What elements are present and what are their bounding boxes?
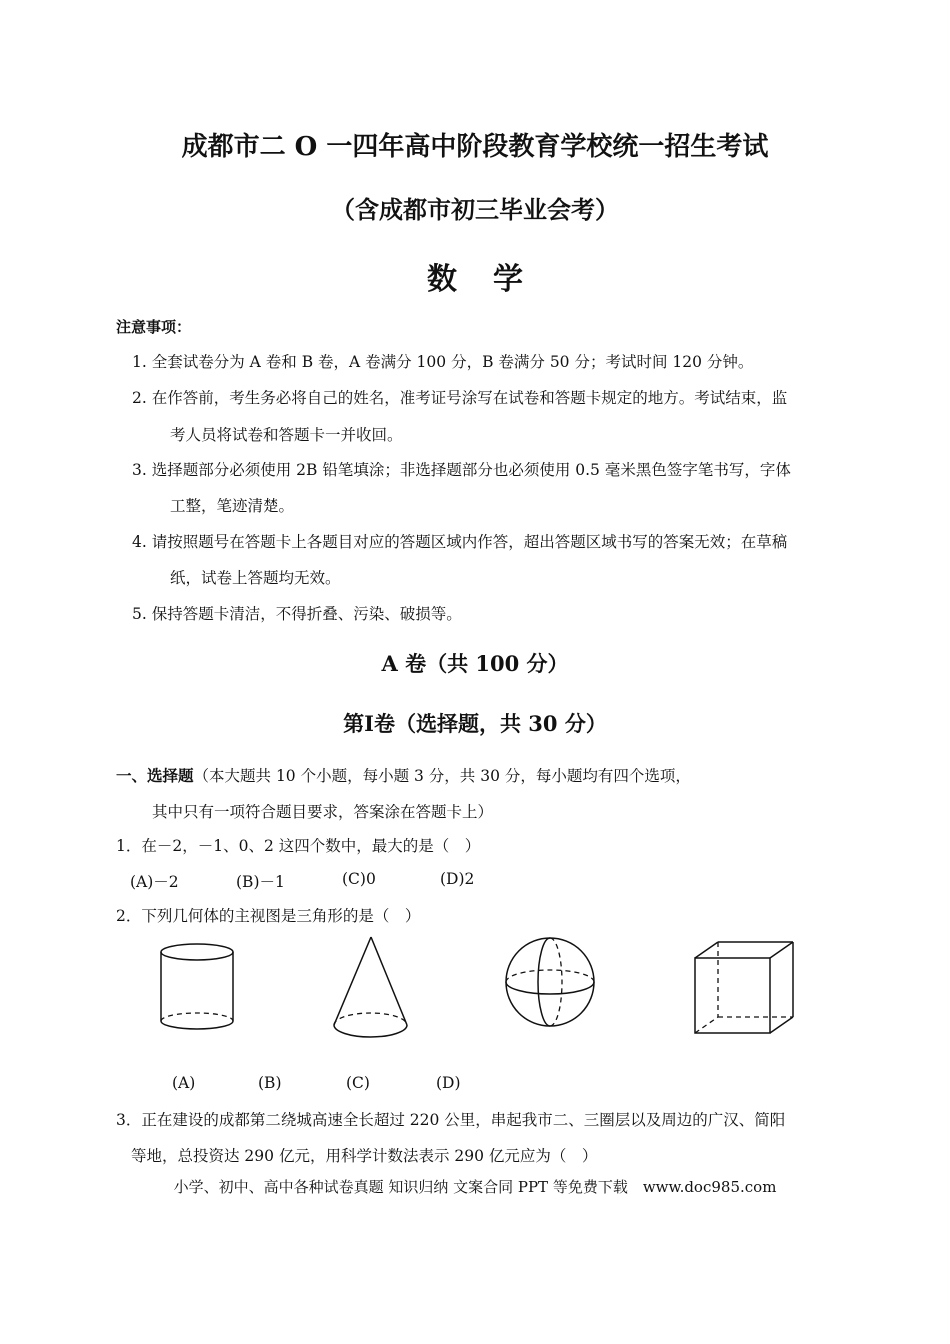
section-a-title: A 卷（共 100 分）: [381, 651, 569, 676]
notice-heading: 注意事项：: [116, 318, 192, 336]
notice-line-3-cont: 工整，笔迹清楚。: [170, 497, 295, 515]
q2-label-a: (A): [172, 1074, 196, 1092]
cube-figure: [695, 942, 793, 1033]
question-2: 2．下列几何体的主视图是三角形的是（ ）: [116, 907, 421, 925]
notice-line-2-cont: 考人员将试卷和答题卡一并收回。: [170, 426, 403, 444]
notice-line-4-cont: 纸，试卷上答题均无效。: [170, 569, 341, 587]
question-1: 1．在－2，－1、0、2 这四个数中，最大的是（ ）: [116, 837, 481, 855]
cone-figure: [334, 937, 407, 1037]
q1-option-a: (A)－2: [130, 873, 179, 891]
notice-line-1: 1. 全套试卷分为 A 卷和 B 卷，A 卷满分 100 分，B 卷满分 50 分；考试时间 120 分钟。: [132, 353, 754, 371]
q1-option-b: (B)－1: [236, 873, 285, 891]
notice-line-5: 5. 保持答题卡清洁，不得折叠、污染、破损等。: [132, 605, 462, 623]
notice-line-4: 4. 请按照题号在答题卡上各题目对应的答题区域内作答，超出答题区域书写的答案无效；在草稿: [132, 533, 788, 551]
notice-line-3: 3. 选择题部分必须使用 2B 铅笔填涂；非选择题部分也必须使用 0.5 毫米黑色签字笔书写，字体: [132, 461, 791, 479]
exam-title: 成都市二 O 一四年高中阶段教育学校统一招生考试: [181, 132, 769, 162]
question-3: 3．正在建设的成都第二绕城高速全长超过 220 公里，串起我市二、三圈层以及周边的广汉、简阳: [116, 1111, 786, 1129]
q2-figures: [150, 925, 830, 1065]
instructions: [116, 764, 691, 786]
notice-line-2: 2. 在作答前，考生务必将自己的姓名，准考证号涂写在试卷和答题卡规定的地方。考试结束，监: [132, 389, 788, 407]
exam-subtitle: （含成都市初三毕业会考）: [331, 195, 619, 224]
instructions-text: （本大题共 10 个小题，每小题 3 分，共 30 分，每小题均有四个选项，: [193, 767, 691, 785]
sphere-figure: [506, 938, 594, 1026]
q1-option-d: (D)2: [440, 870, 475, 888]
q2-label-c: (C): [346, 1074, 370, 1092]
q2-label-d: (D): [436, 1074, 461, 1092]
cylinder-figure: [161, 944, 233, 1029]
footer-note: 小学、初中、高中各种试卷真题 知识归纳 文案合同 PPT 等免费下载 www.doc985.com: [173, 1178, 777, 1196]
q1-option-c: (C)0: [342, 870, 376, 888]
question-3-cont: 等地，总投资达 290 亿元，用科学计数法表示 290 亿元应为（ ）: [131, 1147, 598, 1165]
subject-title: 数学: [427, 262, 559, 297]
part-one-title: 第Ⅰ卷（选择题，共 30 分）: [343, 711, 607, 736]
q2-label-b: (B): [258, 1074, 282, 1092]
instructions-cont: 其中只有一项符合题目要求，答案涂在答题卡上）: [152, 803, 494, 821]
instructions-label: 一、选择题: [116, 766, 194, 785]
